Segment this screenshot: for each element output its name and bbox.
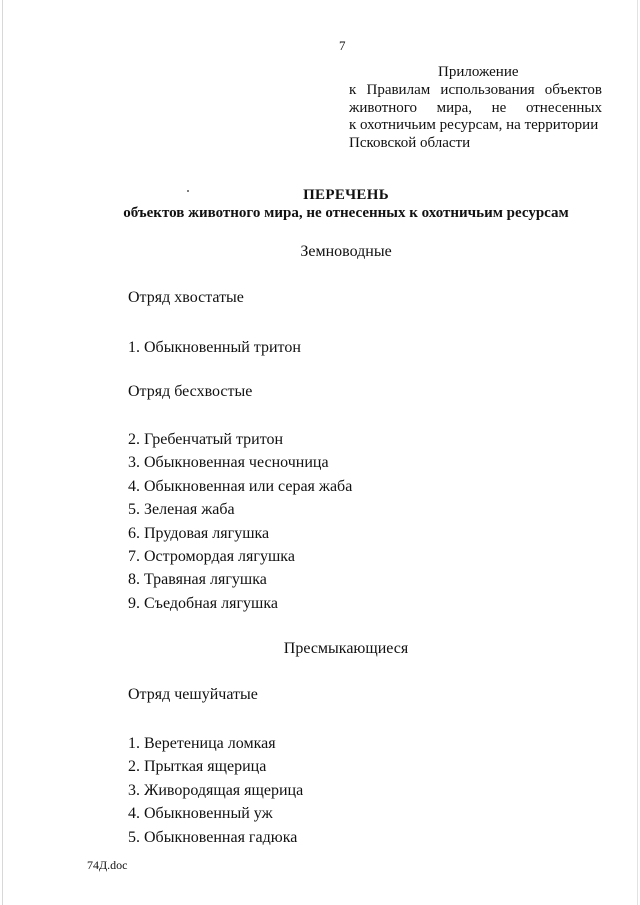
list-item: 4. Обыкновенный уж xyxy=(128,805,273,823)
list-item: 7. Остромордая лягушка xyxy=(128,547,295,565)
order-heading-squamata: Отряд чешуйчатые xyxy=(128,686,258,703)
list-item: 2. Прыткая ящерица xyxy=(128,758,267,776)
list-item: 5. Обыкновенная гадюка xyxy=(128,828,298,846)
list-item: 4. Обыкновенная или серая жаба xyxy=(128,477,353,495)
section-heading-reptiles: Пресмыкающиеся xyxy=(283,640,409,657)
list-item: 3. Живородящая ящерица xyxy=(128,781,304,799)
list-item: 6. Прудовая лягушка xyxy=(128,524,270,542)
appendix-reference xyxy=(349,82,602,152)
section-heading-amphibians: Земноводные xyxy=(300,243,392,260)
species-list-tailless xyxy=(128,428,352,615)
appendix-line: Псковской области xyxy=(349,134,471,151)
species-list-squamata xyxy=(128,732,303,849)
appendix-line: к Правилам использования объектов xyxy=(349,82,602,98)
species-list-tailed xyxy=(128,336,301,359)
list-item: 1. Обыкновенный тритон xyxy=(128,339,301,356)
page-number: 7 xyxy=(339,38,346,53)
page-edge-left xyxy=(2,0,3,905)
list-item: 8. Травяная лягушка xyxy=(128,571,267,589)
document-subtitle: объектов животного мира, не отнесенных к охотничьим ресурсам xyxy=(123,205,569,221)
list-item: 2. Гребенчатый тритон xyxy=(128,431,284,448)
appendix-line: к охотничьим ресурсам, на территории xyxy=(349,117,599,133)
list-item: 9. Съедобная лягушка xyxy=(128,594,278,612)
list-item: 5. Зеленая жаба xyxy=(128,501,235,519)
list-item: 1. Веретеница ломкая xyxy=(128,735,276,752)
appendix-line: животного мира, не отнесенных xyxy=(349,99,602,116)
order-heading-tailless: Отряд бесхвостые xyxy=(128,383,253,400)
appendix-title: Приложение xyxy=(438,64,519,80)
footer-file-name: 74Д.doc xyxy=(87,858,128,872)
document-title: ПЕРЕЧЕНЬ xyxy=(303,187,389,203)
order-heading-tailed: Отряд хвостатые xyxy=(128,289,244,306)
page-edge-right xyxy=(637,0,638,905)
list-item: 3. Обыкновенная чесночница xyxy=(128,454,329,472)
